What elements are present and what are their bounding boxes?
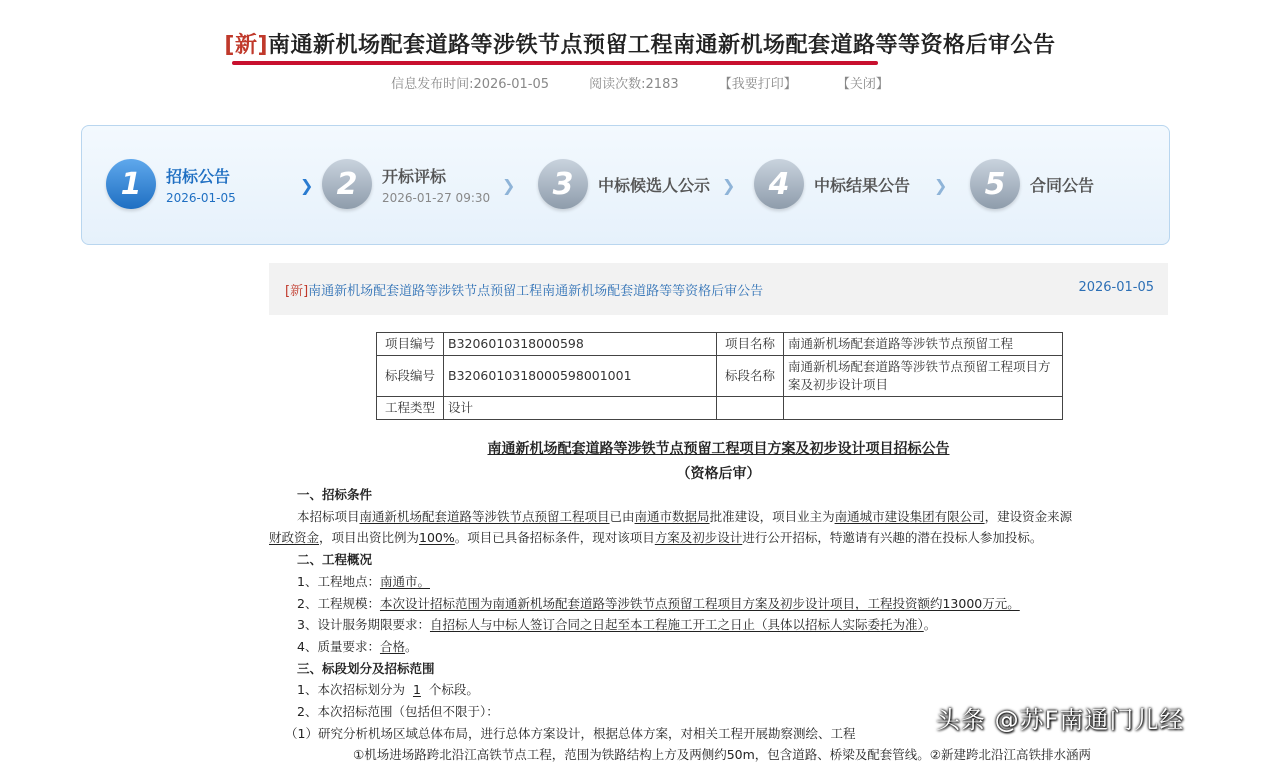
paragraph: 2、本次招标范围（包括但不限于）： bbox=[297, 704, 499, 720]
section-heading: 三、标段划分及招标范围 bbox=[297, 660, 435, 676]
step-number-icon: 2 bbox=[322, 159, 372, 209]
text: ，建设资金来源 bbox=[984, 508, 1073, 524]
step-date: 2026-01-27 09:30 bbox=[382, 190, 491, 205]
table-row bbox=[377, 356, 1063, 397]
underlined-value: 南通市数据局 bbox=[634, 508, 710, 524]
project-info-table bbox=[376, 332, 1063, 420]
paragraph bbox=[269, 527, 1171, 549]
step-date: 2026-01-05 bbox=[166, 190, 236, 205]
document-title-text: 南通新机场配套道路等涉铁节点预留工程项目方案及初步设计项目招标公告 bbox=[487, 441, 950, 457]
table-cell: 南通新机场配套道路等涉铁节点预留工程 bbox=[784, 333, 1063, 356]
underlined-value: 1 bbox=[412, 682, 421, 698]
notice-bar bbox=[269, 263, 1168, 315]
step-number-icon: 1 bbox=[106, 159, 156, 209]
text: 本招标项目 bbox=[297, 508, 360, 524]
step-label: 中标结果公告 bbox=[814, 175, 911, 195]
step-number-icon: 5 bbox=[970, 159, 1020, 209]
text: ，项目出资比例为 bbox=[319, 530, 420, 546]
table-row bbox=[377, 333, 1063, 356]
section-heading: 一、招标条件 bbox=[297, 487, 373, 502]
paragraph bbox=[269, 679, 1171, 701]
document-subtitle: （资格后审） bbox=[676, 466, 761, 482]
view-count: 阅读次数:2183 bbox=[589, 77, 679, 92]
step-contract-notice[interactable] bbox=[970, 156, 1094, 212]
text: 1、工程地点： bbox=[297, 573, 380, 589]
text: 。 bbox=[404, 638, 418, 654]
chevron-right-icon: ❯ bbox=[502, 176, 516, 195]
text: 。 bbox=[923, 617, 937, 633]
step-candidate-publicity[interactable] bbox=[538, 156, 710, 212]
underlined-value: 南通新机场配套道路等涉铁节点预留工程项目 bbox=[359, 508, 610, 524]
table-cell: 设计 bbox=[444, 397, 717, 420]
table-cell: B3206010318000598001001 bbox=[444, 356, 717, 397]
step-number-icon: 3 bbox=[538, 159, 588, 209]
print-link[interactable]: 【我要打印】 bbox=[718, 77, 797, 92]
notice-title-text: 南通新机场配套道路等涉铁节点预留工程南通新机场配套道路等等资格后审公告 bbox=[308, 284, 764, 299]
table-cell bbox=[717, 397, 784, 420]
notice-date: 2026-01-05 bbox=[1078, 280, 1154, 295]
step-tender-notice[interactable] bbox=[106, 156, 236, 212]
text: 2、工程规模： bbox=[297, 595, 380, 611]
text: 进行公开招标，特邀请有兴趣的潜在投标人参加投标。 bbox=[742, 530, 1043, 546]
step-award-result[interactable] bbox=[754, 156, 910, 212]
underlined-value: 方案及初步设计 bbox=[654, 530, 743, 546]
chevron-right-icon: ❯ bbox=[934, 176, 948, 195]
progress-steps bbox=[81, 125, 1170, 245]
paragraph bbox=[269, 614, 1171, 636]
section-heading: 二、工程概况 bbox=[297, 552, 373, 568]
underlined-value: 自招标人与中标人签订合同之日起至本工程施工开工之日止（具体以招标人实际委托为准） bbox=[429, 617, 924, 633]
text: 批准建设，项目业主为 bbox=[709, 508, 835, 524]
title-underline bbox=[232, 61, 878, 65]
underlined-value: 南通市。 bbox=[379, 573, 430, 589]
new-tag: [新] bbox=[285, 284, 309, 299]
text: 1、本次招标划分为 bbox=[297, 682, 405, 698]
paragraph bbox=[269, 571, 1171, 593]
text: 。项目已具备招标条件，现对该项目 bbox=[454, 530, 655, 546]
step-label: 中标候选人公示 bbox=[598, 175, 711, 195]
notice-title[interactable] bbox=[285, 280, 763, 299]
paragraph: ①机场进场路跨北沿江高铁节点工程，范围为铁路结构上方及两侧约50m，包含道路、桥梁及配套管线。②新建跨北沿江高铁排水涵两 bbox=[353, 747, 1091, 763]
publish-time: 信息发布时间:2026-01-05 bbox=[391, 77, 549, 92]
step-number-icon: 4 bbox=[754, 159, 804, 209]
table-cell bbox=[784, 397, 1063, 420]
table-cell: 项目名称 bbox=[717, 333, 784, 356]
page-title bbox=[0, 28, 1280, 59]
text: 3、设计服务期限要求： bbox=[297, 617, 430, 633]
close-link[interactable]: 【关闭】 bbox=[836, 77, 889, 92]
step-label: 开标评标 bbox=[382, 166, 447, 186]
paragraph: （1）研究分析机场区域总体布局，进行总体方案设计，根据总体方案，对相关工程开展勘察测绘、工程 bbox=[285, 725, 856, 741]
table-row bbox=[377, 397, 1063, 420]
table-cell: 项目编号 bbox=[377, 333, 444, 356]
underlined-value: 财政资金 bbox=[269, 530, 320, 546]
underlined-value: 100% bbox=[419, 530, 455, 546]
text: 4、质量要求： bbox=[297, 638, 380, 654]
step-bid-opening[interactable] bbox=[322, 156, 490, 212]
chevron-right-icon: ❯ bbox=[722, 176, 736, 195]
text: 个标段。 bbox=[428, 682, 479, 698]
underlined-value: 本次设计招标范围为南通新机场配套道路等涉铁节点预留工程项目方案及初步设计项目，工程投资额约13000万元。 bbox=[379, 595, 1020, 611]
table-cell: 工程类型 bbox=[377, 397, 444, 420]
paragraph bbox=[269, 593, 1171, 615]
page-title-text: 南通新机场配套道路等涉铁节点预留工程南通新机场配套道路等等资格后审公告 bbox=[268, 33, 1056, 58]
text: 已由 bbox=[609, 508, 635, 524]
chevron-right-icon: ❯ bbox=[300, 176, 314, 195]
table-cell: 标段编号 bbox=[377, 356, 444, 397]
table-cell: 标段名称 bbox=[717, 356, 784, 397]
watermark: 头条 @苏F南通门儿经 bbox=[936, 706, 1185, 734]
step-label: 招标公告 bbox=[166, 166, 231, 186]
underlined-value: 南通城市建设集团有限公司 bbox=[834, 508, 985, 524]
step-label: 合同公告 bbox=[1030, 175, 1095, 195]
new-tag: [新] bbox=[224, 33, 269, 58]
table-cell: B3206010318000598 bbox=[444, 333, 717, 356]
underlined-value: 合格 bbox=[379, 638, 405, 654]
paragraph bbox=[269, 636, 1171, 658]
document-title bbox=[269, 438, 1168, 483]
paragraph bbox=[269, 506, 1171, 528]
table-cell: 南通新机场配套道路等涉铁节点预留工程项目方案及初步设计项目 bbox=[784, 356, 1063, 397]
meta-bar bbox=[0, 73, 1280, 92]
